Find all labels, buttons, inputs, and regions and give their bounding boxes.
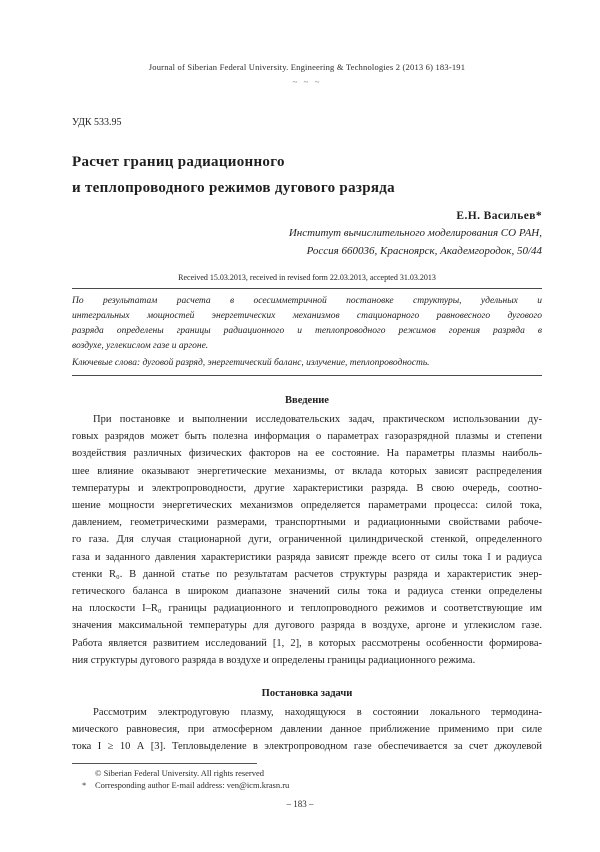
footnote-asterisk: * bbox=[82, 779, 87, 790]
abstract-bottom-rule bbox=[72, 375, 542, 376]
corresponding-author-email: Corresponding author E-mail address: ven@icm.krasn.ru bbox=[95, 779, 290, 790]
article-title bbox=[72, 149, 542, 201]
received-dates: Received 15.03.2013, received in revised form 22.03.2013, accepted 31.03.2013 bbox=[178, 273, 436, 282]
abstract-top-rule bbox=[72, 288, 542, 289]
problem-statement-paragraph: Рассмотрим электродуговую плазму, находящуюся в состоянии локального термодина- мического равновесия, при атмосферном давлении данное приближение применимо при силе тока I ≥ 10 А [3]. Тепловыделение в электропроводном газе обеспечивается за счет джоулевой bbox=[72, 707, 542, 753]
introduction-paragraph: При постановке и выполнении исследовательских задач, практическом использовании ду- говых разрядов может быть полезна информация о параметрах газоразрядной плазмы и степени воздействия различных физических факторов на ее состояние. На параметры плазмы наиболь- шее влияние оказывают энергетические механизмы, от вклада которых зависят распределения температуры и электропроводности, другие характеристики разряда. В свою очередь, соотно- шение мощности энергетических механизмов определяется параметрами процесса: силой тока, давлением, геометрическими размерами, транспортными и радиационными свойствами рабоче- го газа. Для случая стационарной дуги, ограниченной цилиндрической стенкой, определенного газа и заданного давления характеристики разряда зависят прежде всего от силы тока I и радиуса стенки R₀. В данной статье по результатам расчетов структуры разряда и характеристик энер- гетического баланса в широком диапазоне значений силы тока и радиуса стенки определены на плоскости I–R₀ границы радиационного и теплопроводного режимов и соответствующие им значения максимальной температуры для дугового разряда в воздухе, аргоне и углекислом газе. Работа является развитием исследований [1, 2], в которых рассмотрены особенности формирова- ния структуры дугового разряда в воздухе и определены границы радиационного режима. bbox=[72, 414, 542, 666]
footnote-block bbox=[72, 763, 542, 791]
author-name: Е.Н. Васильев* bbox=[456, 210, 542, 222]
footnote-rule bbox=[72, 763, 257, 764]
author-affiliation bbox=[72, 225, 542, 260]
copyright-line: © Siberian Federal University. All rights reserved bbox=[95, 767, 265, 778]
udc-code: УДК 533.95 bbox=[72, 117, 122, 128]
author-block bbox=[72, 210, 542, 260]
page-number: – 183 – bbox=[286, 799, 314, 809]
corresponding-author-line bbox=[72, 779, 542, 791]
abstract: По результатам расчета в осесимметричной постановке структуры, удельных и интегральных мощностей энергетических механизмов стационарного равновесного дугового разряда определены границы радиационного и теплопроводного режимов горения разряда в воздухе, углекислом газе и аргоне. bbox=[72, 296, 542, 351]
affiliation-line2: Россия 660036, Красноярск, Академгородок, 50/44 bbox=[306, 244, 542, 257]
affiliation-line1: Институт вычислительного моделирования СО РАН, bbox=[288, 227, 542, 239]
section-heading-introduction: Введение bbox=[285, 395, 329, 406]
journal-header: Journal of Siberian Federal University. Engineering & Technologies 2 (2013 6) 183-191 bbox=[148, 62, 466, 72]
article-title-line2: и теплопроводного режимов дугового разряда bbox=[72, 180, 395, 196]
section-heading-problem-statement: Постановка задачи bbox=[261, 688, 353, 700]
keywords: Ключевые слова: дуговой разряд, энергетический баланс, излучение, теплопроводность. bbox=[72, 358, 430, 368]
article-title-line1: Расчет границ радиационного bbox=[72, 154, 285, 170]
tilde-separator: ~ ~ ~ bbox=[292, 77, 322, 87]
